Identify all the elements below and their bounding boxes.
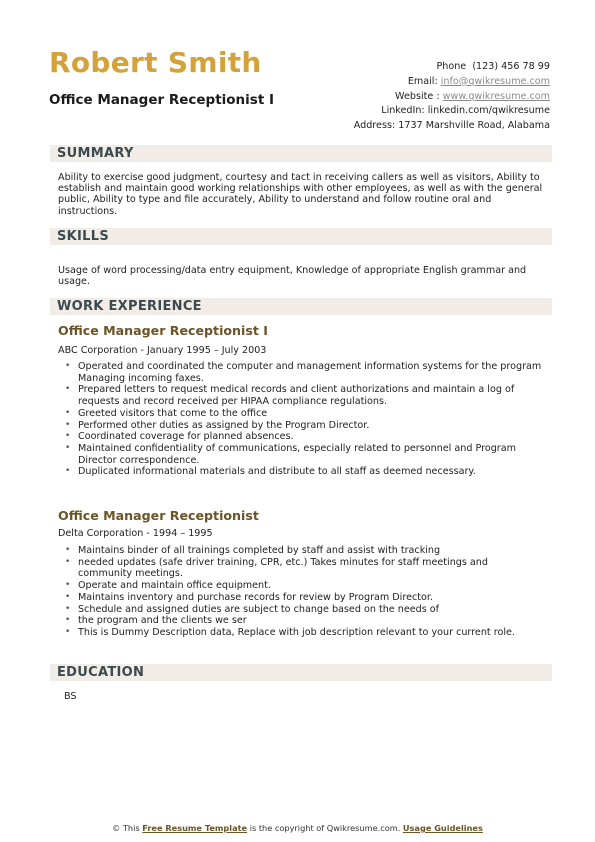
- linkedin-label: LinkedIn:: [381, 105, 425, 117]
- footer-middle: is the copyright of Qwikresume.com.: [249, 823, 401, 833]
- list-item: • the program and the clients we ser: [64, 615, 542, 627]
- list-item: • needed updates (safe driver training, CPR, etc.) Takes minutes for staff meetings and community meetings.: [64, 557, 542, 580]
- list-item: • Operate and maintain office equipment.: [64, 580, 542, 592]
- list-item: • Schedule and assigned duties are subject to change based on the needs of: [64, 604, 542, 616]
- phone-label: Phone: [436, 61, 467, 72]
- job-1-meta: ABC Corporation - January 1995 – July 2003: [58, 345, 267, 356]
- list-item: • Performed other duties as assigned by the Program Director.: [64, 420, 542, 432]
- address-label: Address:: [353, 120, 396, 132]
- contact-email: [354, 75, 550, 90]
- list-item: • Prepared letters to request medical records and client authorizations and maintain a log of requests and record received per HIPAA compliance regulations.: [64, 384, 542, 407]
- list-item: • Duplicated informational materials and distribute to all staff as deemed necessary.: [64, 466, 542, 478]
- contact-phone: [354, 60, 550, 75]
- experience-heading: WORK EXPERIENCE: [57, 299, 202, 314]
- website-label: Website :: [395, 90, 440, 102]
- summary-section-header: [50, 145, 552, 162]
- linkedin-value: linkedin.com/qwikresume: [427, 105, 550, 117]
- skills-text: Usage of word processing/data entry equipment, Knowledge of appropriate English grammar and usage.: [58, 265, 527, 288]
- candidate-title: Office Manager Receptionist I: [49, 92, 275, 108]
- phone-value: (123) 456 78 99: [472, 61, 550, 72]
- experience-section-header: [50, 298, 552, 315]
- contact-website: [354, 90, 550, 105]
- education-heading: EDUCATION: [57, 665, 145, 680]
- skills-section-header: [50, 228, 552, 245]
- list-item: • Operated and coordinated the computer and management information systems for the program Managing incoming faxes.: [64, 361, 542, 384]
- usage-guidelines-link[interactable]: Usage Guidelines: [402, 823, 483, 833]
- candidate-name: Robert Smith: [49, 46, 262, 79]
- list-item: • Coordinated coverage for planned absences.: [64, 431, 542, 443]
- address-value: 1737 Marshville Road, Alabama: [398, 120, 550, 132]
- list-item: • Maintained confidentiality of communications, especially related to personnel and Program Director correspondence.: [64, 443, 542, 466]
- contact-address: [354, 119, 550, 134]
- contact-info: [354, 60, 550, 134]
- job-1-title: Office Manager Receptionist I: [58, 323, 268, 338]
- email-link[interactable]: info@qwikresume.com: [440, 75, 550, 87]
- list-item: • This is Dummy Description data, Replace with job description relevant to your current role.: [64, 627, 542, 639]
- job-2-meta: Delta Corporation - 1994 – 1995: [58, 528, 213, 539]
- skills-heading: SKILLS: [57, 229, 110, 244]
- free-template-link[interactable]: Free Resume Template: [142, 823, 248, 833]
- job-2-duties: [64, 545, 542, 639]
- list-item: • Greeted visitors that come to the office: [64, 408, 542, 420]
- copyright-footer: [0, 823, 595, 833]
- footer-prefix: © This: [112, 823, 140, 833]
- job-2-title: Office Manager Receptionist: [58, 508, 259, 523]
- contact-linkedin: [354, 104, 550, 119]
- email-label: Email:: [407, 75, 438, 87]
- website-link[interactable]: www.qwikresume.com: [442, 90, 550, 102]
- list-item: • Maintains binder of all trainings completed by staff and assist with tracking: [64, 545, 542, 557]
- education-text: BS: [64, 691, 77, 702]
- education-section-header: [50, 664, 552, 681]
- summary-text: Ability to exercise good judgment, courtesy and tact in receiving callers as well as visitors, Ability to establish and maintain good working relationships with other employees, as well as with the general public, Ability to type and file accurately, Ability to understand and follow routine oral and instructions.: [58, 172, 543, 217]
- list-item: • Maintains inventory and purchase records for review by Program Director.: [64, 592, 542, 604]
- job-1-duties: [64, 361, 542, 478]
- summary-heading: SUMMARY: [57, 146, 134, 161]
